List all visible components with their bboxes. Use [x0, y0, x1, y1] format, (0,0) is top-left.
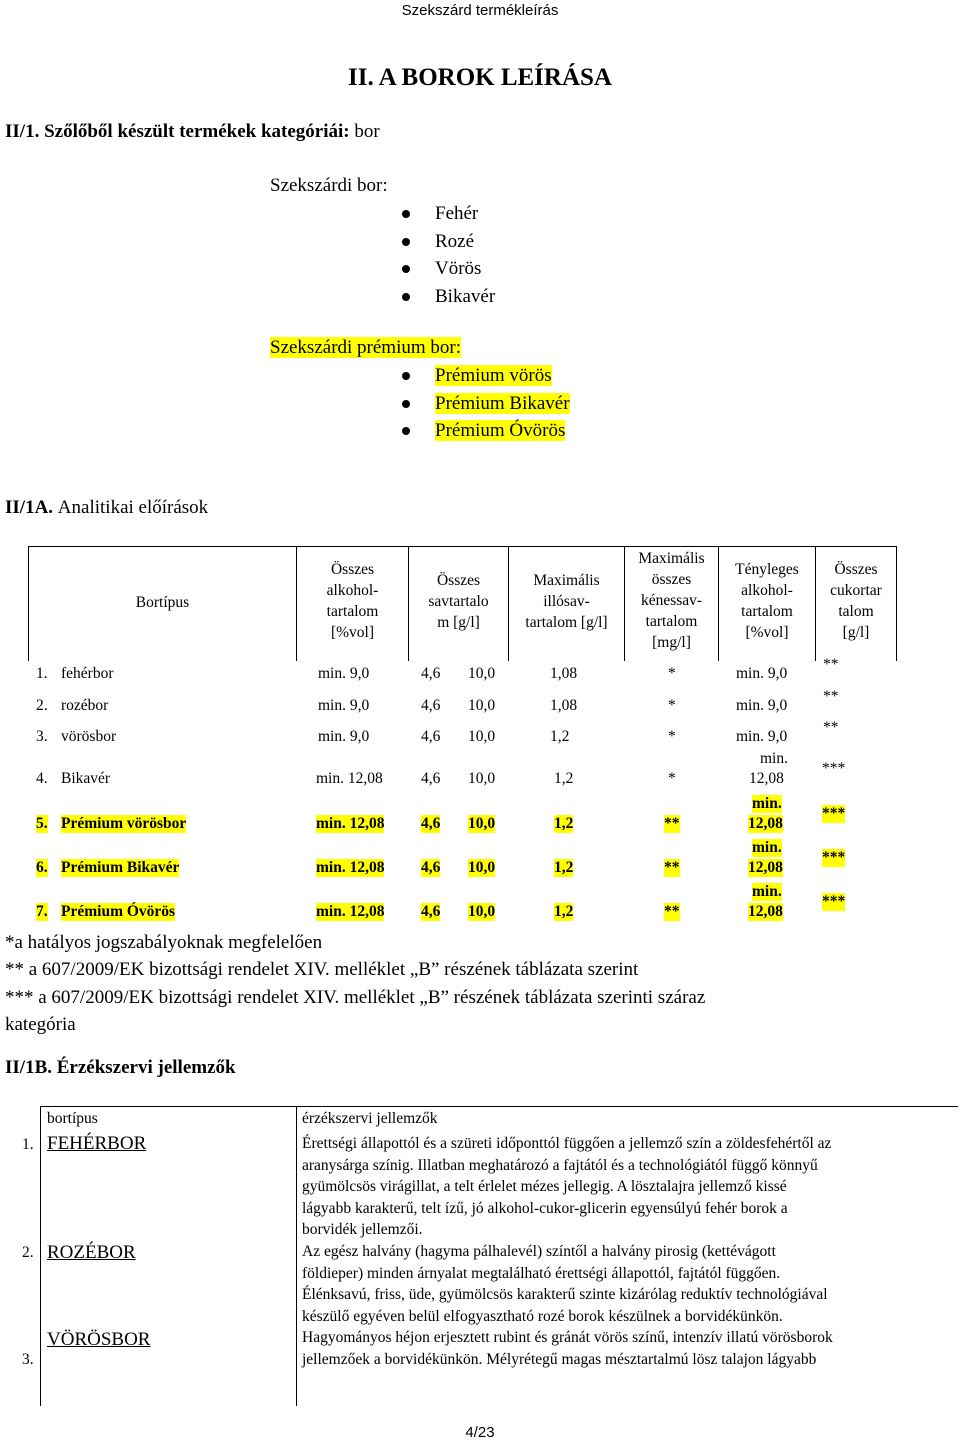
section-1-text: Szőlőből készült termékek kategóriái: [44, 121, 350, 142]
table-row: 3. vörösbor min. 9,0 4,6 10,0 1,2 * min. 9,0 ** [36, 719, 839, 745]
page-title: II. A BOROK LEÍRÁSA [348, 64, 612, 91]
header-alcohol: Összes alkohol- tartalom [%vol] [326, 561, 379, 641]
list-item: Prémium Bikavér [403, 390, 570, 418]
table-row: 5. Prémium vörösbor min. 12,08 4,6 10,0 1,2 ** min. 12,08 *** [36, 795, 846, 832]
list-item: Bikavér [403, 283, 495, 311]
header-bortipus: bortípus [47, 1110, 98, 1127]
section-1b-text: Érzékszervi jellemzők [56, 1057, 236, 1078]
table-row: 1. fehérbor min. 9,0 4,6 10,0 1,08 * min. 9,0 ** [36, 656, 839, 682]
header-sugar: Összes cukortar talom [g/l] [830, 561, 882, 641]
list-item: Prémium vörös [403, 362, 570, 390]
footnote: *a hatályos jogszabályoknak megfelelően [5, 932, 323, 953]
table-row: 6. Prémium Bikavér min. 12,08 4,6 10,0 1,2 ** min. 12,08 *** [36, 839, 846, 876]
wine-type: FEHÉRBOR [47, 1133, 147, 1154]
footnote: *** a 607/2009/EK bizottsági rendelet XIV. melléklet „B” részének táblázata szerinti száraz [5, 986, 706, 1008]
table-row: 2. rozébor min. 9,0 4,6 10,0 1,08 * min. 9,0 ** [36, 688, 839, 714]
row-number: 1. [22, 1136, 34, 1153]
section-1-prefix: II/1. [5, 121, 40, 142]
list-item: Vörös [403, 255, 495, 283]
premium-bor-label: Szekszárdi prémium bor: [270, 337, 462, 358]
page-header: Szekszárd termékleírás [401, 2, 559, 19]
header-actual-alcohol: Tényleges alkohol- tartalom [%vol] [735, 561, 799, 641]
header-so2: Maximális összes kénessav- tartalom [mg/l] [638, 550, 705, 651]
wine-type: VÖRÖSBOR [47, 1329, 151, 1350]
list-item: Rozé [403, 228, 495, 256]
sensory-description: Az egész halvány (hagyma pálhalevél) színtől a halvány pirosig (kettévágott földieper) minden árnyalat megtalálható érettségi állapottól, fajtától függően. Élénksavú, friss, üde, gyümölcsös karakterű szinte kizárólag reduktív technológiával készülő egyéven belül elfogyasztható rozé borok készülnek a borvidékünkön. [302, 1243, 828, 1325]
list-item: Prémium Óvörös [403, 417, 570, 445]
row-number: 2. [22, 1244, 34, 1261]
sensory-description: Hagyományos héjon erjesztett rubint és gránát vörös színű, intenzív illatú vörösborok jellemzőek a borvidékünkön. Mélyrétegű magas mésztartalmú lösz talajon lágyabb [302, 1329, 833, 1368]
table-row: 7. Prémium Óvörös min. 12,08 4,6 10,0 1,2 ** min. 12,08 *** [36, 883, 846, 920]
header-acid: Összes savtartalo m [g/l] [428, 572, 489, 631]
footnote: ** a 607/2009/EK bizottsági rendelet XIV. melléklet „B” részének táblázata szerint [5, 959, 639, 981]
page-number: 4/23 [465, 1424, 495, 1441]
section-1a-prefix: II/1A. [5, 497, 54, 518]
list-item: Fehér [403, 200, 495, 228]
header-volatile-acid: Maximális illósav- tartalom [g/l] [525, 572, 608, 631]
table-row: 4. Bikavér min. 12,08 4,6 10,0 1,2 * min. 12,08 *** [36, 750, 846, 787]
section-1-suffix: bor [354, 121, 380, 142]
section-1a-text: Analitikai előírások [57, 497, 209, 518]
sensory-description: Érettségi állapottól és a szüreti időponttól függően a jellemző szín a zöldesfehértől az aranysárga színig. Illatban meghatározó a fajtától és a technológiától függő könnyű gyümölcsös virágillat, a telt érlelet mézes jellegig. A lösztalajra jellemző kissé lágyabb karakterű, telt ízű, jó alkohol-cukor-glicerin egyensúlyú fehér borok a borvidék jellemzői. [302, 1135, 832, 1239]
section-1b-prefix: II/1B. [5, 1057, 52, 1078]
header-sensory: érzékszervi jellemzők [302, 1110, 438, 1127]
szekszardi-bor-label: Szekszárdi bor: [270, 175, 388, 196]
header-bortipus: Bortípus [135, 594, 190, 611]
row-number: 3. [22, 1351, 34, 1368]
wine-type: ROZÉBOR [47, 1242, 136, 1263]
footnote: kategória [5, 1013, 76, 1035]
